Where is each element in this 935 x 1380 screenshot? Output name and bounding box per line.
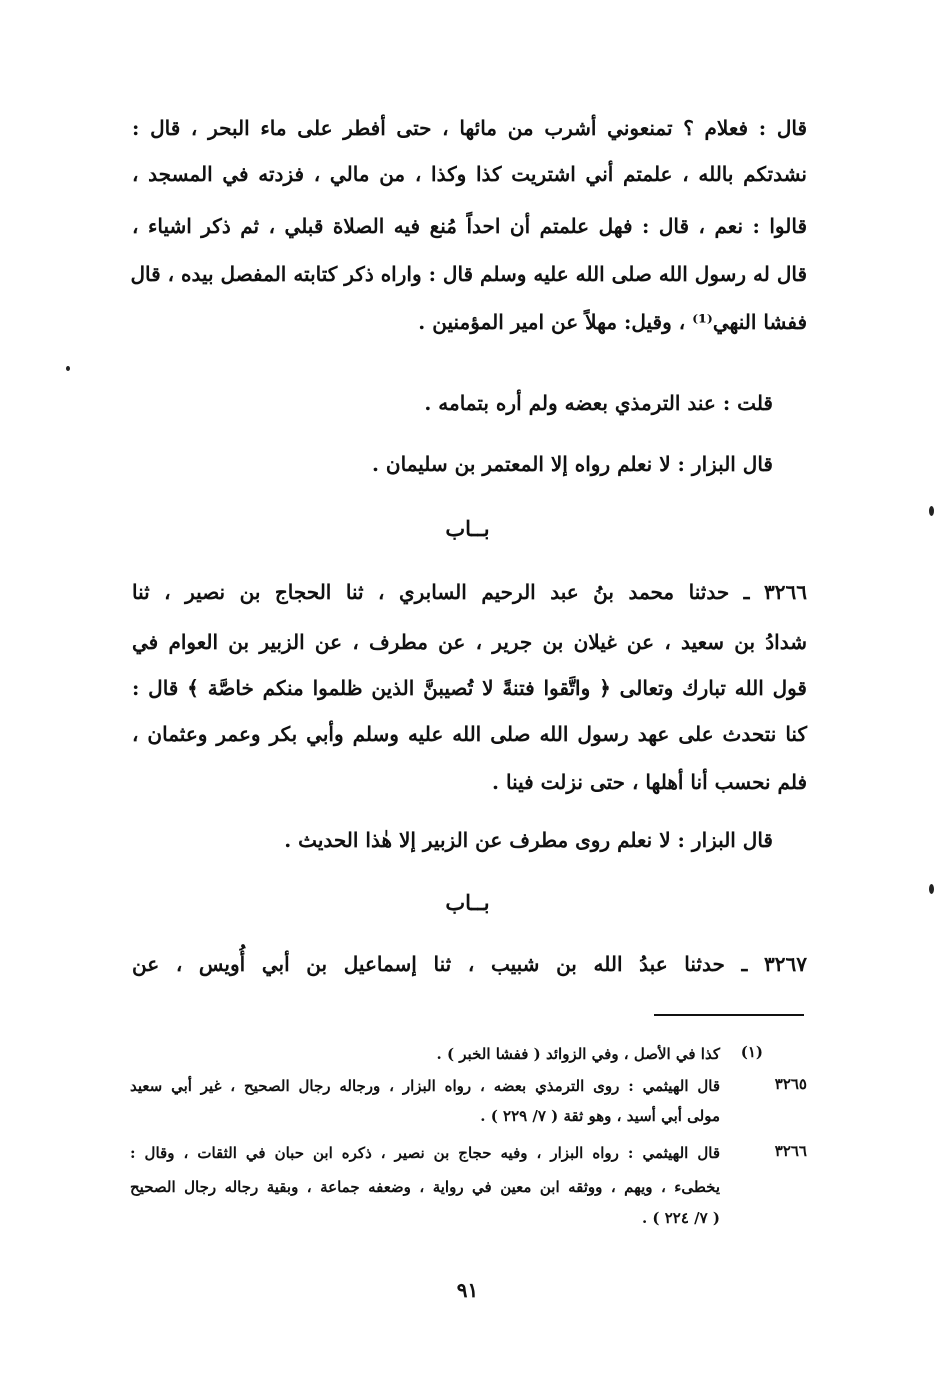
footnote-text: مولى أبي أسيد ، وهو ثقة ( ٧/ ٢٢٩ ) . (480, 1107, 720, 1125)
hadith-line: شدادُ بن سعيد ، عن غيلان بن جرير ، عن مطرف ، عن الزبير بن العوام في (132, 630, 807, 654)
text-line: نشدتكم بالله ، علمتم أني اشتريت كذا وكذا ، من مالي ، فزدته في المسجد ، (132, 162, 807, 186)
section-heading: بــاب (445, 890, 490, 915)
qult-line: قلت : عند الترمذي بعضه ولم أره بتمامه . (424, 391, 773, 415)
footnote-text: قال الهيثمي : رواه البزار ، وفيه حجاج بن نصير ، ذكره ابن حبان في الثقات ، وقال : (130, 1144, 720, 1162)
footnote-number: ٣٢٦٥ (774, 1075, 807, 1093)
footnote-text: كذا في الأصل ، وفي الزوائد ( ففشا الخبر ) . (436, 1045, 720, 1063)
hadith-line: كنا نتحدث على عهد رسول الله صلى الله عليه وسلم وأبي بكر وعمر وعثمان ، (132, 722, 807, 746)
scan-speck (929, 884, 934, 894)
hadith-line: ٣٢٦٧ ـ حدثنا عبدُ الله بن شبيب ، ثنا إسماعيل بن أبي أُويس ، عن (132, 952, 807, 976)
footnote-number: (١) (740, 1043, 763, 1061)
text-line: قال له رسول الله صلى الله عليه وسلم قال : واراه ذكر كتابته المفصل بيده ، قال (130, 262, 807, 286)
page-number: ٩١ (456, 1278, 479, 1302)
footnote-separator (654, 1014, 804, 1016)
hadith-line: قول الله تبارك وتعالى ﴿ واتَّقوا فتنةً لا تُصيبنَّ الذين ظلموا منكم خاصَّة ﴾ قال : (132, 676, 807, 700)
text-line: قال : فعلام ؟ تمنعوني أشرب من مائها ، حتى أفطر على ماء البحر ، قال : (132, 116, 807, 140)
footnote-text: ( ٧/ ٢٢٤ ) . (641, 1209, 720, 1227)
hadith-line: ٣٢٦٦ ـ حدثنا محمد بنُ عبد الرحيم السابري ، ثنا الحجاج بن نصير ، ثنا (132, 580, 807, 604)
text-line: قالوا : نعم ، قال : فهل علمتم أن احداً مُنع فيه الصلاة قبلي ، ثم ذكر اشياء ، (132, 214, 807, 238)
bazzar-statement: قال البزار : لا نعلم رواه إلا المعتمر بن سليمان . (371, 452, 773, 476)
footnote-text: يخطىء ، ويهم ، ووثقه ابن معين في رواية ، وضعفه جماعة ، وبقية رجاله رجال الصحيح (130, 1178, 720, 1196)
section-heading: بــاب (445, 516, 490, 541)
text-line: ففشا النهي⁽¹⁾ ، وقيل: مهلاً عن امير المؤمنين . (418, 310, 807, 334)
footnote-number: ٣٢٦٦ (774, 1142, 807, 1160)
scan-speck (929, 506, 934, 516)
hadith-line: فلم نحسب أنا أهلها ، حتى نزلت فينا . (492, 770, 807, 794)
footnote-text: قال الهيثمي : روى الترمذي بعضه ، رواه البزار ، ورجاله رجال الصحيح ، غير أبي سعيد (130, 1077, 720, 1095)
bazzar-statement: قال البزار : لا نعلم روى مطرف عن الزبير إلا هٰذا الحديث . (284, 828, 773, 852)
scan-speck (66, 366, 70, 371)
